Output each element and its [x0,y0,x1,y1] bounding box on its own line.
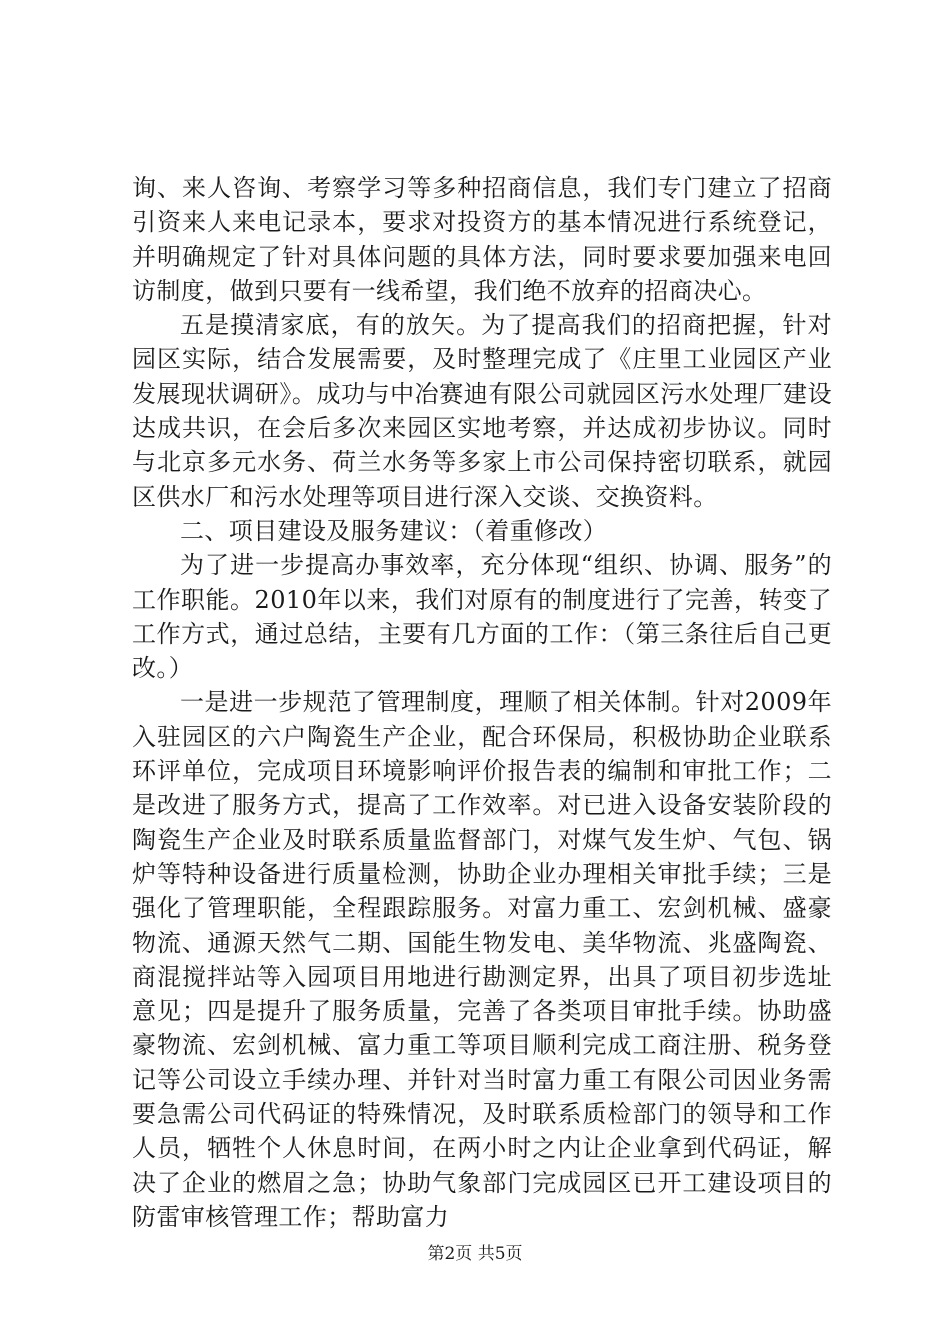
document-body [132,171,832,1234]
paragraph-point-five: 五是摸清家底，有的放矢。为了提高我们的招商把握，针对园区实际，结合发展需要，及时整理完成了《庄里工业园区产业发展现状调研》。成功与中冶赛迪有限公司就园区污水处理厂建设达成共识，在会后多次来园区实地考察，并达成初步协议。同时与北京多元水务、荷兰水务等多家上市公司保持密切联系，就园区供水厂和污水处理等项目进行深入交谈、交换资料。 [132,311,832,511]
section-heading-project-construction: 二、项目建设及服务建议：（着重修改） [180,516,608,545]
paragraph-intro: 为了进一步提高办事效率，充分体现“组织、协调、服务”的工作职能。2010年以来，我们对原有的制度进行了完善，转变了工作方式，通过总结，主要有几方面的工作：（第三条往后自己更改。） [132,551,832,683]
page-footer: 第2页 共5页 [427,1244,523,1264]
paragraph-point-one: 一是进一步规范了管理制度，理顺了相关体制。针对2009年入驻园区的六户陶瓷生产企业，配合环保局，积极协助企业联系环评单位，完成项目环境影响评价报告表的编制和审批工作；二是改进了服务方式，提高了工作效率。对已进入设备安装阶段的陶瓷生产企业及时联系质量监督部门，对煤气发生炉、气包、锅炉等特种设备进行质量检测，协助企业办理相关审批手续；三是强化了管理职能，全程跟踪服务。对富力重工、宏剑机械、盛豪物流、通源天然气二期、国能生物发电、美华物流、兆盛陶瓷、商混搅拌站等入园项目用地进行勘测定界，出具了项目初步选址意见；四是提升了服务质量，完善了各类项目审批手续。协助盛豪物流、宏剑机械、富力重工等项目顺利完成工商注册、税务登记等公司设立手续办理、并针对当时富力重工有限公司因业务需要急需公司代码证的特殊情况，及时联系质检部门的领导和工作人员，牺牲个人休息时间，在两小时之内让企业拿到代码证，解决了企业的燃眉之急；协助气象部门完成园区已开工建设项目的防雷审核管理工作；帮助富力 [132,688,832,1231]
paragraph-continuation: 询、来人咨询、考察学习等多种招商信息，我们专门建立了招商引资来人来电记录本，要求对投资方的基本情况进行系统登记，并明确规定了针对具体问题的具体方法，同时要求要加强来电回访制度，做到只要有一线希望，我们绝不放弃的招商决心。 [132,174,832,305]
